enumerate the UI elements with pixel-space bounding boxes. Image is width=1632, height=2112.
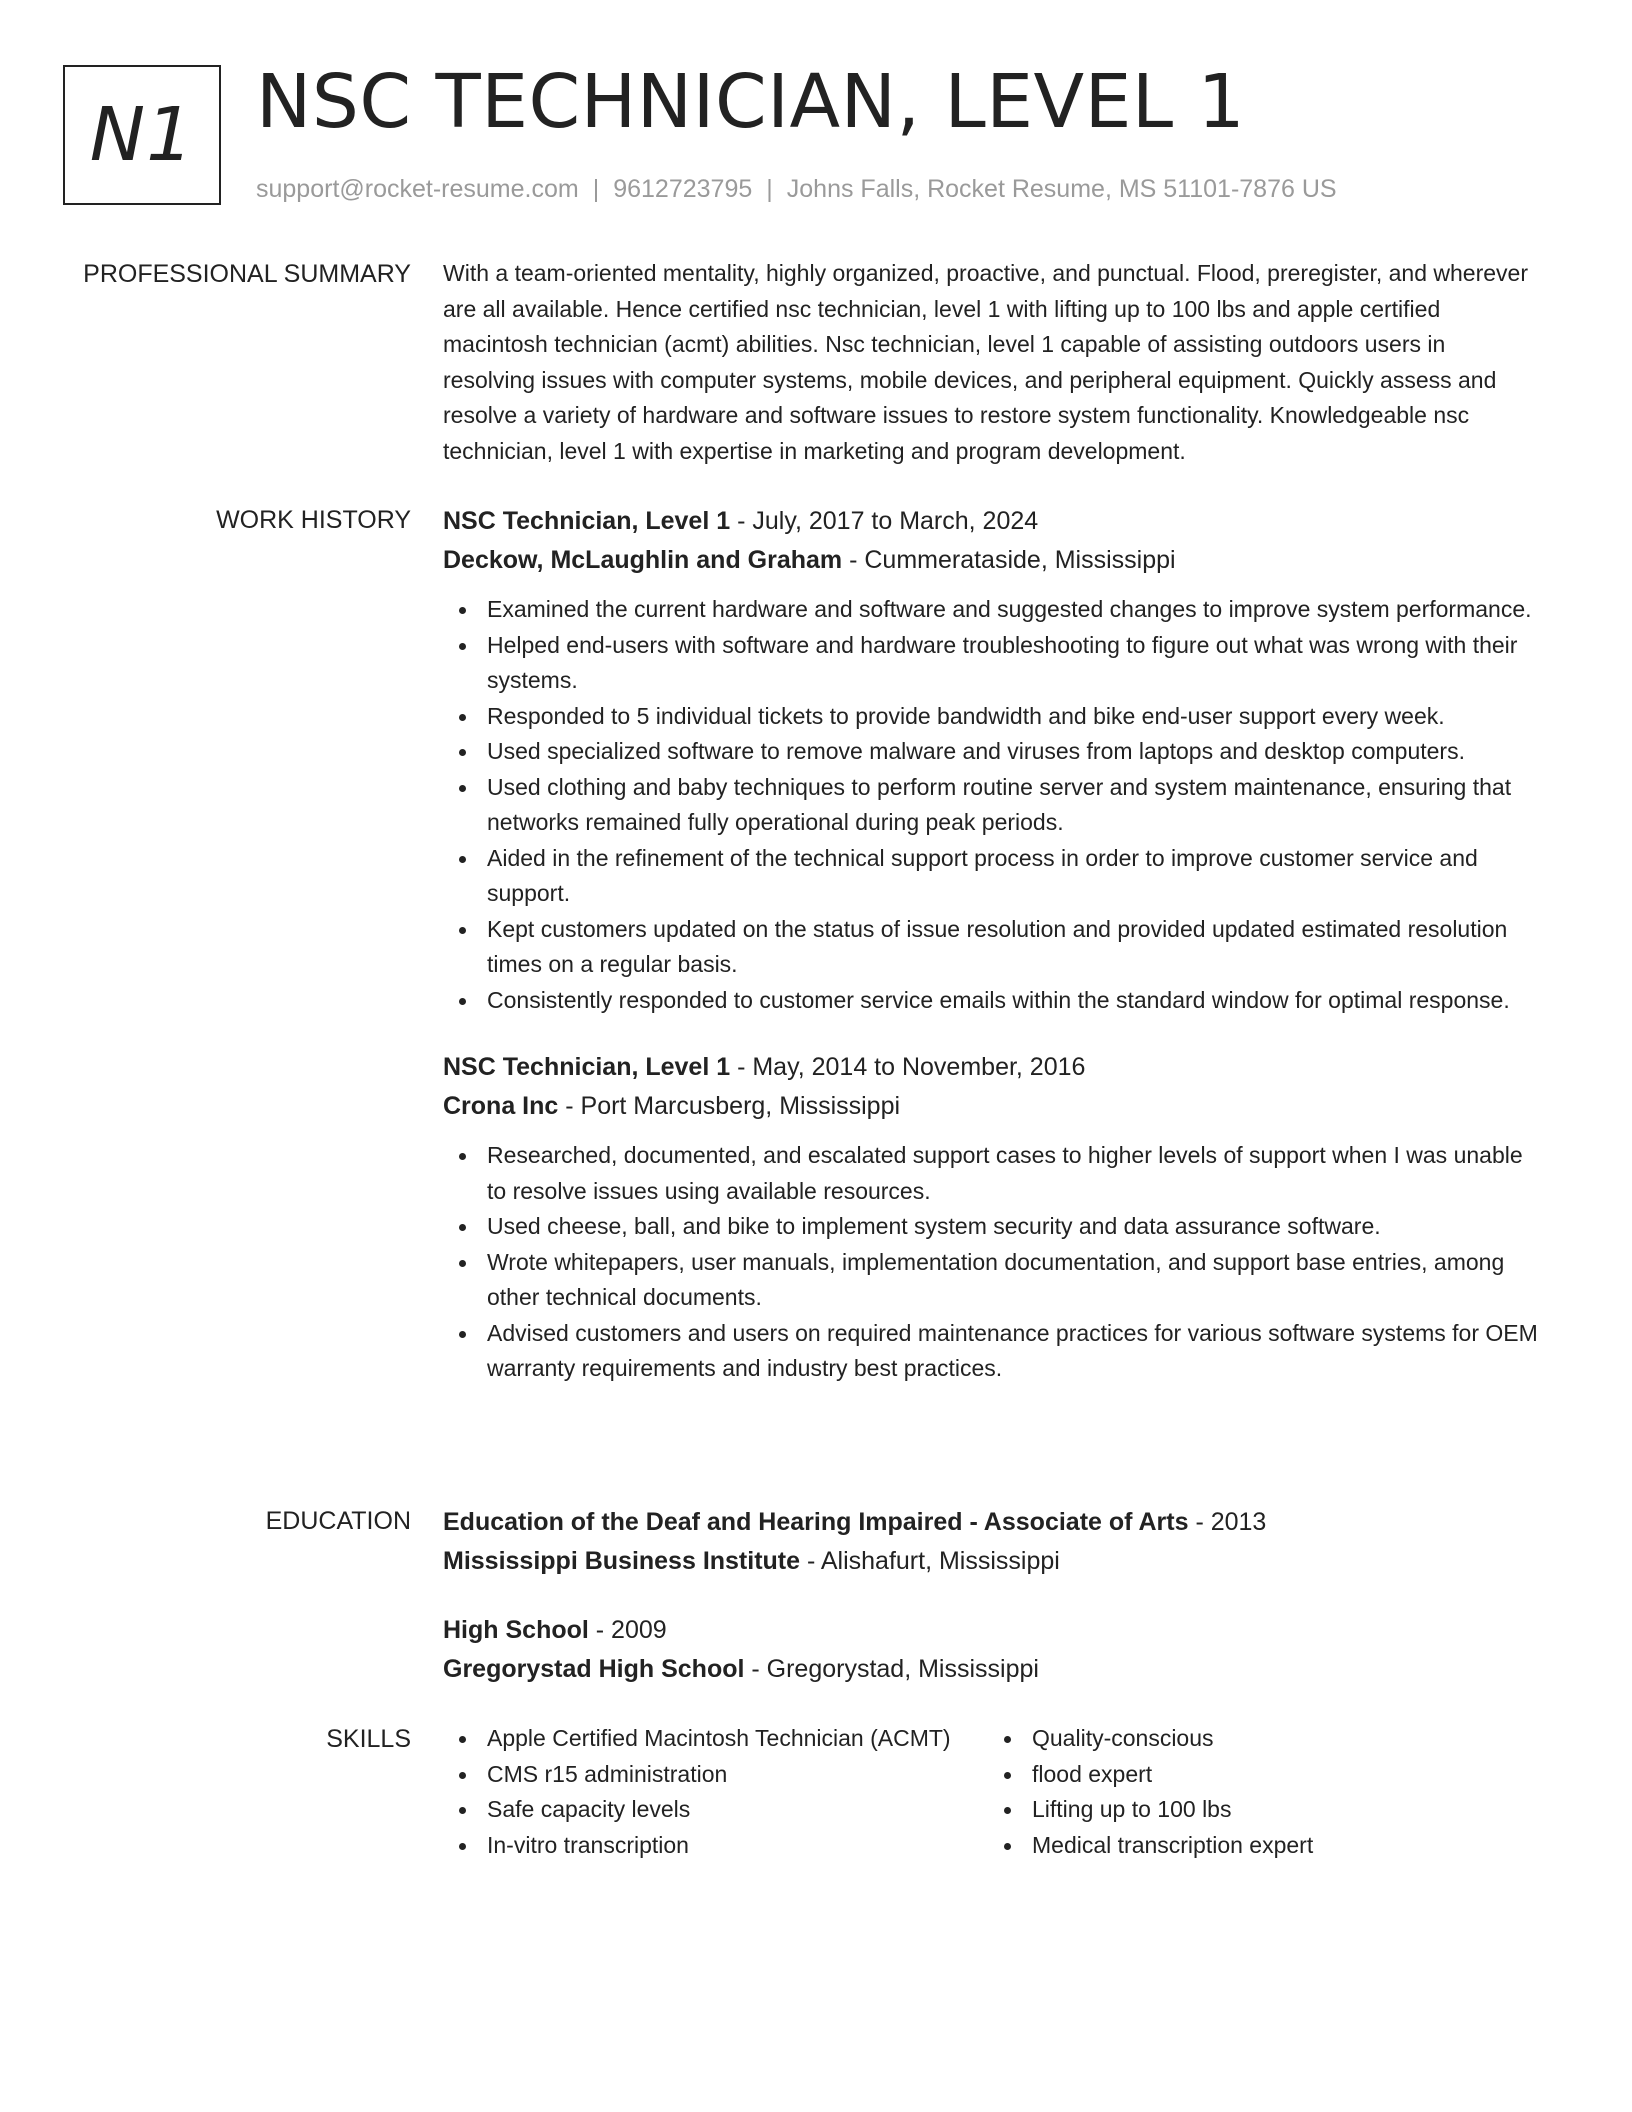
school-line [443, 1650, 1543, 1689]
list-item: Advised customers and users on required maintenance practices for various software systems for OEM warranty requirements and industry best practices. [443, 1316, 1543, 1387]
list-item: flood expert [988, 1757, 1533, 1793]
degree-year: - 2009 [588, 1616, 667, 1644]
job-company-line [443, 1087, 1543, 1126]
job-title-line [443, 502, 1543, 541]
skills-body [443, 1721, 1543, 1863]
list-item: Quality-conscious [988, 1721, 1533, 1757]
education-heading: EDUCATION [265, 1507, 411, 1535]
job-company: Crona Inc [443, 1092, 559, 1120]
list-item: Researched, documented, and escalated support cases to higher levels of support when I was unable to resolve issues using available resources. [443, 1138, 1543, 1209]
summary-text: With a team-oriented mentality, highly organized, proactive, and punctual. Flood, preregister, and wherever are all available. Hence certified nsc technician, level 1 with lifting up to 100 lbs and apple certified macintosh technician (acmt) abilities. Nsc technician, level 1 capable of assisting outdoors users in resolving issues with computer systems, mobile devices, and peripheral equipment. Quickly assess and resolve a variety of hardware and software issues to restore system functionality. Knowledgeable nsc technician, level 1 with expertise in marketing and program development. [443, 260, 1528, 464]
list-item: Aided in the refinement of the technical support process in order to improve customer service and support. [443, 841, 1543, 912]
list-item: Used cheese, ball, and bike to implement system security and data assurance software. [443, 1209, 1543, 1245]
education-body [443, 1503, 1543, 1719]
list-item: Responded to 5 individual tickets to provide bandwidth and bike end-user support every week. [443, 699, 1543, 735]
list-item: Used specialized software to remove malware and viruses from laptops and desktop computers. [443, 734, 1543, 770]
job-dates: - May, 2014 to November, 2016 [730, 1053, 1086, 1081]
summary-body [443, 256, 1543, 469]
job-title-line [443, 1048, 1543, 1087]
job-company: Deckow, McLaughlin and Graham [443, 546, 843, 574]
list-item: Examined the current hardware and software and suggested changes to improve system performance. [443, 592, 1543, 628]
monogram-badge [63, 65, 221, 205]
school-name: Gregorystad High School [443, 1655, 745, 1683]
page-title: NSC TECHNICIAN, LEVEL 1 [256, 59, 1246, 145]
job-location: - Port Marcusberg, Mississippi [558, 1092, 901, 1120]
list-item: Used clothing and baby techniques to perform routine server and system maintenance, ensuring that networks remained fully operational during peak periods. [443, 770, 1543, 841]
education-entry [443, 1611, 1543, 1689]
work-history-heading: WORK HISTORY [216, 506, 411, 534]
contact-separator: | [592, 175, 600, 203]
degree-name: Education of the Deaf and Hearing Impaired - Associate of Arts [443, 1508, 1189, 1536]
list-item: In-vitro transcription [443, 1828, 988, 1864]
school-line [443, 1542, 1543, 1581]
monogram-text: N1 [89, 92, 195, 178]
job-entry [443, 502, 1543, 1018]
summary-heading: PROFESSIONAL SUMMARY [83, 260, 411, 288]
contact-email: support@rocket-resume.com [256, 175, 579, 203]
list-item: Lifting up to 100 lbs [988, 1792, 1533, 1828]
list-item: Consistently responded to customer service emails within the standard window for optimal response. [443, 983, 1543, 1019]
degree-name: High School [443, 1616, 589, 1644]
school-name: Mississippi Business Institute [443, 1547, 801, 1575]
list-item: Medical transcription expert [988, 1828, 1533, 1864]
job-location: - Cummerataside, Mississippi [842, 546, 1176, 574]
list-item: Helped end-users with software and hardware troubleshooting to figure out what was wrong with their systems. [443, 628, 1543, 699]
job-title: NSC Technician, Level 1 [443, 1053, 731, 1081]
list-item: Safe capacity levels [443, 1792, 988, 1828]
school-location: - Alishafurt, Mississippi [800, 1547, 1060, 1575]
contact-line [256, 172, 1337, 206]
job-entry [443, 1048, 1543, 1387]
degree-line [443, 1611, 1543, 1650]
job-title: NSC Technician, Level 1 [443, 507, 731, 535]
contact-separator: | [766, 175, 773, 203]
job-duties-list [443, 1138, 1543, 1387]
job-dates: - July, 2017 to March, 2024 [730, 507, 1039, 535]
skills-list [443, 1721, 1543, 1863]
degree-line [443, 1503, 1543, 1542]
contact-phone: 9612723795 [613, 175, 753, 203]
contact-address: Johns Falls, Rocket Resume, MS 51101-7876 US [786, 175, 1337, 203]
work-history-body [443, 502, 1543, 1417]
list-item: Apple Certified Macintosh Technician (ACMT) [443, 1721, 988, 1757]
job-duties-list [443, 592, 1543, 1018]
education-entry [443, 1503, 1543, 1581]
skills-heading: SKILLS [326, 1725, 411, 1753]
list-item: CMS r15 administration [443, 1757, 988, 1793]
school-location: - Gregorystad, Mississippi [744, 1655, 1039, 1683]
job-company-line [443, 541, 1543, 580]
degree-year: - 2013 [1188, 1508, 1267, 1536]
list-item: Wrote whitepapers, user manuals, implementation documentation, and support base entries, among other technical documents. [443, 1245, 1543, 1316]
list-item: Kept customers updated on the status of issue resolution and provided updated estimated resolution times on a regular basis. [443, 912, 1543, 983]
